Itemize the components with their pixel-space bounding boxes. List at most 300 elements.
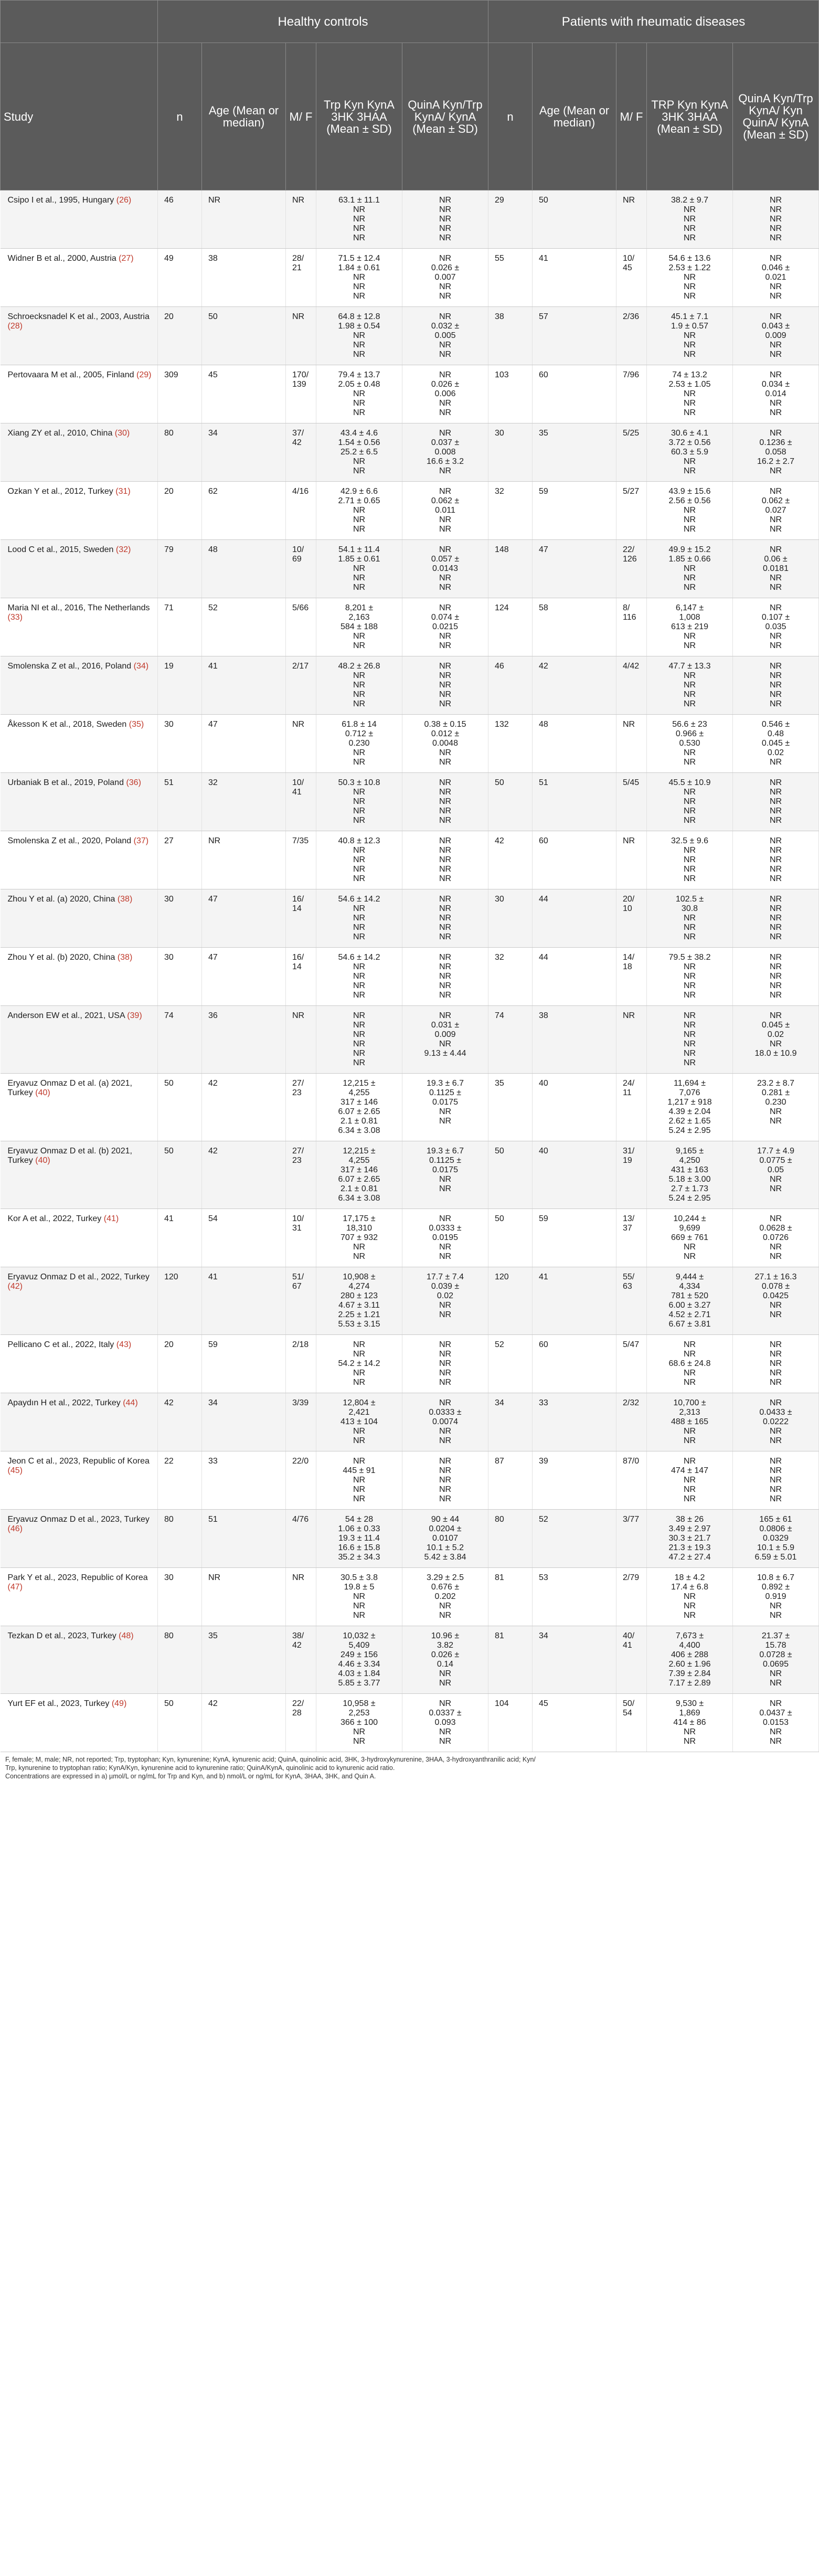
- patient-n: 50: [488, 1209, 533, 1267]
- healthy-mf: NR: [286, 1568, 316, 1626]
- patient-trp-values: 9,530 ± 1,869 414 ± 86 NR NR: [647, 1694, 733, 1752]
- reference-link[interactable]: (43): [116, 1340, 132, 1349]
- reference-link[interactable]: (39): [127, 1011, 142, 1020]
- reference-link[interactable]: (29): [136, 370, 152, 379]
- study-cell: [1, 1141, 158, 1209]
- patient-ratio-values: NR NR NR NR NR: [733, 773, 819, 831]
- healthy-age: 38: [202, 249, 286, 307]
- study-cell: [1, 889, 158, 948]
- healthy-age: 42: [202, 1694, 286, 1752]
- patient-n: 42: [488, 831, 533, 889]
- patient-mf: 5/47: [616, 1335, 647, 1393]
- table-row: [1, 656, 819, 715]
- patient-mf: 22/ 126: [616, 540, 647, 598]
- col-patient-trp: TRP Kyn KynA 3HK 3HAA (Mean ± SD): [647, 43, 733, 190]
- study-name: Widner B et al., 2000, Austria: [7, 254, 116, 263]
- healthy-n: 49: [158, 249, 202, 307]
- healthy-ratio-values: NR 0.032 ± 0.005 NR NR: [402, 307, 488, 365]
- patient-mf: 8/ 116: [616, 598, 647, 656]
- patient-ratio-values: NR 0.0437 ± 0.0153 NR NR: [733, 1694, 819, 1752]
- healthy-age: NR: [202, 1568, 286, 1626]
- table-footnote: [0, 1752, 766, 1780]
- study-cell: [1, 1568, 158, 1626]
- healthy-trp-values: 50.3 ± 10.8 NR NR NR NR: [316, 773, 402, 831]
- col-healthy-trp: Trp Kyn KynA 3HK 3HAA (Mean ± SD): [316, 43, 402, 190]
- study-name: Zhou Y et al. (b) 2020, China: [7, 953, 115, 962]
- table-row: [1, 773, 819, 831]
- table-row: [1, 715, 819, 773]
- patient-trp-values: 54.6 ± 13.6 2.53 ± 1.22 NR NR NR: [647, 249, 733, 307]
- col-patient-ratio: QuinA Kyn/Trp KynA/ Kyn QuinA/ KynA (Mean ± SD): [733, 43, 819, 190]
- patient-trp-values: 6,147 ± 1,008 613 ± 219 NR NR: [647, 598, 733, 656]
- healthy-ratio-values: NR NR NR NR NR: [402, 889, 488, 948]
- patient-age: 59: [533, 1209, 616, 1267]
- patient-age: 44: [533, 889, 616, 948]
- healthy-mf: 22/ 28: [286, 1694, 316, 1752]
- patient-ratio-values: NR 0.062 ± 0.027 NR NR: [733, 482, 819, 540]
- patient-mf: 5/25: [616, 423, 647, 482]
- study-cell: [1, 190, 158, 249]
- healthy-n: 27: [158, 831, 202, 889]
- reference-link[interactable]: (45): [7, 1466, 23, 1475]
- patient-age: 48: [533, 715, 616, 773]
- table-row: [1, 948, 819, 1006]
- reference-link[interactable]: (38): [117, 953, 133, 962]
- reference-link[interactable]: (41): [103, 1214, 119, 1223]
- healthy-n: 30: [158, 715, 202, 773]
- healthy-mf: 7/35: [286, 831, 316, 889]
- study-name: Tezkan D et al., 2023, Turkey: [7, 1631, 116, 1640]
- healthy-trp-values: 54.6 ± 14.2 NR NR NR NR: [316, 889, 402, 948]
- table-row: [1, 1393, 819, 1451]
- patient-trp-values: 74 ± 13.2 2.53 ± 1.05 NR NR NR: [647, 365, 733, 423]
- healthy-n: 41: [158, 1209, 202, 1267]
- study-cell: [1, 1074, 158, 1141]
- healthy-mf: 10/ 69: [286, 540, 316, 598]
- patient-mf: 10/ 45: [616, 249, 647, 307]
- patient-n: 104: [488, 1694, 533, 1752]
- patient-trp-values: 47.7 ± 13.3 NR NR NR NR: [647, 656, 733, 715]
- healthy-mf: 16/ 14: [286, 948, 316, 1006]
- table-row: [1, 1209, 819, 1267]
- patient-age: 41: [533, 249, 616, 307]
- patient-mf: 7/96: [616, 365, 647, 423]
- healthy-ratio-values: NR 0.037 ± 0.008 16.6 ± 3.2 NR: [402, 423, 488, 482]
- healthy-trp-values: 71.5 ± 12.4 1.84 ± 0.61 NR NR NR: [316, 249, 402, 307]
- healthy-mf: 28/ 21: [286, 249, 316, 307]
- table-row: [1, 307, 819, 365]
- reference-link[interactable]: (37): [133, 836, 149, 845]
- healthy-mf: 10/ 41: [286, 773, 316, 831]
- col-patient-mf: M/ F: [616, 43, 647, 190]
- healthy-n: 71: [158, 598, 202, 656]
- study-cell: [1, 948, 158, 1006]
- healthy-n: 42: [158, 1393, 202, 1451]
- patient-n: 81: [488, 1626, 533, 1694]
- patient-age: 44: [533, 948, 616, 1006]
- reference-link[interactable]: (26): [116, 196, 132, 205]
- healthy-age: 51: [202, 1510, 286, 1568]
- healthy-age: 62: [202, 482, 286, 540]
- healthy-mf: 2/17: [286, 656, 316, 715]
- reference-link[interactable]: (40): [35, 1088, 50, 1097]
- patient-trp-values: 43.9 ± 15.6 2.56 ± 0.56 NR NR NR: [647, 482, 733, 540]
- patient-age: 40: [533, 1141, 616, 1209]
- patient-n: 120: [488, 1267, 533, 1335]
- study-name: Anderson EW et al., 2021, USA: [7, 1011, 125, 1020]
- healthy-n: 50: [158, 1074, 202, 1141]
- patient-mf: 20/ 10: [616, 889, 647, 948]
- healthy-n: 80: [158, 1626, 202, 1694]
- healthy-age: 34: [202, 1393, 286, 1451]
- study-cell: [1, 831, 158, 889]
- patient-mf: NR: [616, 190, 647, 249]
- patient-age: 45: [533, 1694, 616, 1752]
- patient-trp-values: 9,444 ± 4,334 781 ± 520 6.00 ± 3.27 4.52 ± 2.71 6.67 ± 3.81: [647, 1267, 733, 1335]
- patient-age: 52: [533, 1510, 616, 1568]
- patient-ratio-values: NR NR NR NR NR: [733, 889, 819, 948]
- patient-n: 34: [488, 1393, 533, 1451]
- patient-trp-values: 38.2 ± 9.7 NR NR NR NR: [647, 190, 733, 249]
- patient-age: 59: [533, 482, 616, 540]
- patient-trp-values: NR NR NR NR NR NR: [647, 1006, 733, 1074]
- healthy-mf: 4/16: [286, 482, 316, 540]
- patient-trp-values: 38 ± 26 3.49 ± 2.97 30.3 ± 21.7 21.3 ± 19.3 47.2 ± 27.4: [647, 1510, 733, 1568]
- healthy-ratio-values: NR NR NR NR NR: [402, 656, 488, 715]
- study-name: Pellicano C et al., 2022, Italy: [7, 1340, 114, 1349]
- healthy-ratio-values: NR NR NR NR NR: [402, 1335, 488, 1393]
- patient-ratio-values: NR 0.043 ± 0.009 NR NR: [733, 307, 819, 365]
- patient-n: 132: [488, 715, 533, 773]
- patient-mf: 2/32: [616, 1393, 647, 1451]
- patient-n: 87: [488, 1451, 533, 1510]
- reference-link[interactable]: (32): [115, 545, 131, 554]
- healthy-mf: 38/ 42: [286, 1626, 316, 1694]
- reference-link[interactable]: (35): [129, 720, 144, 729]
- healthy-trp-values: 12,804 ± 2,421 413 ± 104 NR NR: [316, 1393, 402, 1451]
- healthy-mf: 3/39: [286, 1393, 316, 1451]
- patient-n: 35: [488, 1074, 533, 1141]
- healthy-mf: 10/ 31: [286, 1209, 316, 1267]
- healthy-trp-values: 42.9 ± 6.6 2.71 ± 0.65 NR NR NR: [316, 482, 402, 540]
- patient-n: 50: [488, 773, 533, 831]
- study-name: Ozkan Y et al., 2012, Turkey: [7, 487, 113, 496]
- patient-age: 35: [533, 423, 616, 482]
- healthy-trp-values: NR NR 54.2 ± 14.2 NR NR: [316, 1335, 402, 1393]
- healthy-trp-values: NR NR NR NR NR NR: [316, 1006, 402, 1074]
- patient-trp-values: NR NR 68.6 ± 24.8 NR NR: [647, 1335, 733, 1393]
- table-row: [1, 540, 819, 598]
- healthy-trp-values: 54.6 ± 14.2 NR NR NR NR: [316, 948, 402, 1006]
- patient-n: 55: [488, 249, 533, 307]
- patient-age: 50: [533, 190, 616, 249]
- healthy-trp-values: 10,908 ± 4,274 280 ± 123 4.67 ± 3.11 2.25 ± 1.21 5.53 ± 3.15: [316, 1267, 402, 1335]
- study-cell: [1, 423, 158, 482]
- patient-ratio-values: NR NR NR NR NR: [733, 656, 819, 715]
- patient-age: 60: [533, 831, 616, 889]
- patient-mf: NR: [616, 831, 647, 889]
- study-name: Maria NI et al., 2016, The Netherlands: [7, 603, 150, 612]
- patient-n: 124: [488, 598, 533, 656]
- reference-link[interactable]: (33): [7, 613, 23, 622]
- patient-mf: 3/77: [616, 1510, 647, 1568]
- healthy-ratio-values: NR NR NR NR NR: [402, 831, 488, 889]
- healthy-n: 22: [158, 1451, 202, 1510]
- patient-ratio-values: NR NR NR NR NR: [733, 1451, 819, 1510]
- study-cell: [1, 1626, 158, 1694]
- healthy-n: 30: [158, 889, 202, 948]
- healthy-age: NR: [202, 831, 286, 889]
- patient-age: 60: [533, 1335, 616, 1393]
- study-name: Yurt EF et al., 2023, Turkey: [7, 1699, 110, 1708]
- patient-ratio-values: NR 0.034 ± 0.014 NR NR: [733, 365, 819, 423]
- healthy-n: 50: [158, 1694, 202, 1752]
- study-cell: [1, 1006, 158, 1074]
- healthy-age: 47: [202, 948, 286, 1006]
- patient-ratio-values: 23.2 ± 8.7 0.281 ± 0.230 NR NR: [733, 1074, 819, 1141]
- table-row: [1, 1510, 819, 1568]
- healthy-trp-values: 8,201 ± 2,163 584 ± 188 NR NR: [316, 598, 402, 656]
- patient-mf: 87/0: [616, 1451, 647, 1510]
- healthy-ratio-values: NR 0.057 ± 0.0143 NR NR: [402, 540, 488, 598]
- reference-link[interactable]: (40): [35, 1156, 50, 1165]
- healthy-age: 34: [202, 423, 286, 482]
- healthy-age: 35: [202, 1626, 286, 1694]
- table-row: [1, 249, 819, 307]
- patient-trp-values: NR 474 ± 147 NR NR NR: [647, 1451, 733, 1510]
- healthy-trp-values: 10,958 ± 2,253 366 ± 100 NR NR: [316, 1694, 402, 1752]
- patient-trp-values: 32.5 ± 9.6 NR NR NR NR: [647, 831, 733, 889]
- patient-mf: 5/45: [616, 773, 647, 831]
- healthy-age: 36: [202, 1006, 286, 1074]
- healthy-ratio-values: NR NR NR NR NR: [402, 948, 488, 1006]
- patient-n: 30: [488, 889, 533, 948]
- healthy-mf: 37/ 42: [286, 423, 316, 482]
- patient-n: 80: [488, 1510, 533, 1568]
- healthy-trp-values: 17,175 ± 18,310 707 ± 932 NR NR: [316, 1209, 402, 1267]
- table-row: [1, 190, 819, 249]
- patient-ratio-values: NR 0.0628 ± 0.0726 NR NR: [733, 1209, 819, 1267]
- patient-ratio-values: NR 0.0433 ± 0.0222 NR NR: [733, 1393, 819, 1451]
- healthy-trp-values: 40.8 ± 12.3 NR NR NR NR: [316, 831, 402, 889]
- healthy-trp-values: 10,032 ± 5,409 249 ± 156 4.46 ± 3.34 4.03 ± 1.84 5.85 ± 3.77: [316, 1626, 402, 1694]
- patient-trp-values: 10,244 ± 9,699 669 ± 761 NR NR: [647, 1209, 733, 1267]
- patient-ratio-values: 17.7 ± 4.9 0.0775 ± 0.05 NR NR: [733, 1141, 819, 1209]
- patient-mf: 50/ 54: [616, 1694, 647, 1752]
- healthy-ratio-values: 19.3 ± 6.7 0.1125 ± 0.0175 NR NR: [402, 1141, 488, 1209]
- patient-age: 33: [533, 1393, 616, 1451]
- group-healthy-controls: Healthy controls: [158, 1, 488, 43]
- study-name: Åkesson K et al., 2018, Sweden: [7, 720, 127, 729]
- table-row: [1, 1006, 819, 1074]
- healthy-n: 79: [158, 540, 202, 598]
- study-name: Zhou Y et al. (a) 2020, China: [7, 895, 115, 904]
- study-name: Csipo I et al., 1995, Hungary: [7, 196, 114, 205]
- patient-n: 148: [488, 540, 533, 598]
- col-healthy-n: n: [158, 43, 202, 190]
- col-patient-age: Age (Mean or median): [533, 43, 616, 190]
- patient-ratio-values: NR 0.045 ± 0.02 NR 18.0 ± 10.9: [733, 1006, 819, 1074]
- healthy-trp-values: NR 445 ± 91 NR NR NR: [316, 1451, 402, 1510]
- healthy-mf: 4/76: [286, 1510, 316, 1568]
- patient-ratio-values: 10.8 ± 6.7 0.892 ± 0.919 NR NR: [733, 1568, 819, 1626]
- healthy-age: 50: [202, 307, 286, 365]
- reference-link[interactable]: (49): [111, 1699, 127, 1708]
- study-cell: [1, 249, 158, 307]
- healthy-trp-values: 12,215 ± 4,255 317 ± 146 6.07 ± 2.65 2.1 ± 0.81 6.34 ± 3.08: [316, 1141, 402, 1209]
- group-patients: Patients with rheumatic diseases: [488, 1, 819, 43]
- healthy-age: 42: [202, 1141, 286, 1209]
- healthy-age: 47: [202, 889, 286, 948]
- patient-mf: NR: [616, 1006, 647, 1074]
- patient-mf: 4/42: [616, 656, 647, 715]
- patient-mf: 2/79: [616, 1568, 647, 1626]
- patient-trp-values: 56.6 ± 23 0.966 ± 0.530 NR NR: [647, 715, 733, 773]
- healthy-trp-values: 12,215 ± 4,255 317 ± 146 6.07 ± 2.65 2.1 ± 0.81 6.34 ± 3.08: [316, 1074, 402, 1141]
- study-cell: [1, 482, 158, 540]
- patient-age: 40: [533, 1074, 616, 1141]
- study-name: Eryavuz Onmaz D et al., 2022, Turkey: [7, 1273, 150, 1281]
- reference-link[interactable]: (44): [123, 1398, 138, 1407]
- healthy-trp-values: 54 ± 28 1.06 ± 0.33 19.3 ± 11.4 16.6 ± 15.8 35.2 ± 34.3: [316, 1510, 402, 1568]
- healthy-age: 33: [202, 1451, 286, 1510]
- patient-trp-values: 45.5 ± 10.9 NR NR NR NR: [647, 773, 733, 831]
- healthy-mf: 2/18: [286, 1335, 316, 1393]
- patient-trp-values: 11,694 ± 7,076 1,217 ± 918 4.39 ± 2.04 2.62 ± 1.65 5.24 ± 2.95: [647, 1074, 733, 1141]
- study-name: Eryavuz Onmaz D et al. (b) 2021, Turkey: [7, 1147, 132, 1165]
- healthy-trp-values: 54.1 ± 11.4 1.85 ± 0.61 NR NR NR: [316, 540, 402, 598]
- study-cell: [1, 715, 158, 773]
- healthy-ratio-values: NR NR NR NR NR: [402, 773, 488, 831]
- healthy-age: 52: [202, 598, 286, 656]
- healthy-mf: NR: [286, 715, 316, 773]
- patient-trp-values: 9,165 ± 4,250 431 ± 163 5.18 ± 3.00 2.7 ± 1.73 5.24 ± 2.95: [647, 1141, 733, 1209]
- healthy-trp-values: 30.5 ± 3.8 19.8 ± 5 NR NR NR: [316, 1568, 402, 1626]
- healthy-mf: 170/ 139: [286, 365, 316, 423]
- patient-trp-values: 10,700 ± 2,313 488 ± 165 NR NR: [647, 1393, 733, 1451]
- table-row: [1, 1141, 819, 1209]
- study-name: Jeon C et al., 2023, Republic of Korea: [7, 1457, 150, 1466]
- patient-ratio-values: 27.1 ± 16.3 0.078 ± 0.0425 NR NR: [733, 1267, 819, 1335]
- healthy-n: 80: [158, 1510, 202, 1568]
- patient-ratio-values: NR 0.107 ± 0.035 NR NR: [733, 598, 819, 656]
- table-row: [1, 423, 819, 482]
- reference-link[interactable]: (46): [7, 1524, 23, 1533]
- healthy-ratio-values: NR 0.026 ± 0.006 NR NR: [402, 365, 488, 423]
- study-name: Eryavuz Onmaz D et al., 2023, Turkey: [7, 1515, 150, 1524]
- healthy-age: 41: [202, 1267, 286, 1335]
- table-body: [1, 190, 819, 1752]
- study-cell: [1, 307, 158, 365]
- patient-age: 42: [533, 656, 616, 715]
- table-row: [1, 1694, 819, 1752]
- healthy-age: 48: [202, 540, 286, 598]
- table-row: [1, 1335, 819, 1393]
- study-name: Eryavuz Onmaz D et al. (a) 2021, Turkey: [7, 1079, 132, 1097]
- healthy-trp-values: 63.1 ± 11.1 NR NR NR NR: [316, 190, 402, 249]
- healthy-trp-values: 79.4 ± 13.7 2.05 ± 0.48 NR NR NR: [316, 365, 402, 423]
- col-healthy-age: Age (Mean or median): [202, 43, 286, 190]
- study-cell: [1, 540, 158, 598]
- reference-link[interactable]: (30): [114, 429, 130, 438]
- healthy-ratio-values: NR 0.0337 ± 0.093 NR NR: [402, 1694, 488, 1752]
- healthy-mf: NR: [286, 307, 316, 365]
- table-row: [1, 1568, 819, 1626]
- footnote-line: Concentrations are expressed in a) µmol/L or ng/mL for Trp and Kyn, and b) nmol/L or ng/mL for KynA, 3HAA, 3HK, and Quin A.: [5, 1773, 376, 1780]
- healthy-mf: NR: [286, 190, 316, 249]
- healthy-n: 51: [158, 773, 202, 831]
- study-cell: [1, 656, 158, 715]
- reference-link[interactable]: (48): [119, 1631, 134, 1640]
- patient-age: 58: [533, 598, 616, 656]
- healthy-age: 54: [202, 1209, 286, 1267]
- patient-age: 41: [533, 1267, 616, 1335]
- healthy-mf: 16/ 14: [286, 889, 316, 948]
- study-name: Park Y et al., 2023, Republic of Korea: [7, 1573, 148, 1582]
- healthy-n: 74: [158, 1006, 202, 1074]
- table-row: [1, 365, 819, 423]
- healthy-ratio-values: NR 0.0333 ± 0.0074 NR NR: [402, 1393, 488, 1451]
- healthy-trp-values: 61.8 ± 14 0.712 ± 0.230 NR NR: [316, 715, 402, 773]
- reference-link[interactable]: (36): [126, 778, 141, 787]
- healthy-trp-values: 64.8 ± 12.8 1.98 ± 0.54 NR NR NR: [316, 307, 402, 365]
- patient-ratio-values: NR 0.1236 ± 0.058 16.2 ± 2.7 NR: [733, 423, 819, 482]
- reference-link[interactable]: (38): [117, 895, 133, 904]
- study-name: Xiang ZY et al., 2010, China: [7, 429, 113, 438]
- table-row: [1, 831, 819, 889]
- patient-trp-values: 30.6 ± 4.1 3.72 ± 0.56 60.3 ± 5.9 NR NR: [647, 423, 733, 482]
- study-cell: [1, 1267, 158, 1335]
- patient-trp-values: 79.5 ± 38.2 NR NR NR NR: [647, 948, 733, 1006]
- study-cell: [1, 1510, 158, 1568]
- patient-age: 53: [533, 1568, 616, 1626]
- patient-mf: 24/ 11: [616, 1074, 647, 1141]
- patient-mf: 40/ 41: [616, 1626, 647, 1694]
- table-row: [1, 889, 819, 948]
- study-cell: [1, 1694, 158, 1752]
- healthy-trp-values: 43.4 ± 4.6 1.54 ± 0.56 25.2 ± 6.5 NR NR: [316, 423, 402, 482]
- patient-age: 60: [533, 365, 616, 423]
- table-row: [1, 598, 819, 656]
- reference-link[interactable]: (31): [115, 487, 131, 496]
- patient-ratio-values: 21.37 ± 15.78 0.0728 ± 0.0695 NR NR: [733, 1626, 819, 1694]
- healthy-ratio-values: NR 0.026 ± 0.007 NR NR: [402, 249, 488, 307]
- patient-trp-values: 18 ± 4.2 17.4 ± 6.8 NR NR NR: [647, 1568, 733, 1626]
- study-cell: [1, 1335, 158, 1393]
- patient-age: 51: [533, 773, 616, 831]
- healthy-n: 120: [158, 1267, 202, 1335]
- reference-link[interactable]: (42): [7, 1282, 23, 1291]
- healthy-mf: 5/66: [286, 598, 316, 656]
- patient-n: 30: [488, 423, 533, 482]
- healthy-age: 47: [202, 715, 286, 773]
- healthy-n: 19: [158, 656, 202, 715]
- study-name: Smolenska Z et al., 2016, Poland: [7, 662, 132, 671]
- patient-trp-values: 45.1 ± 7.1 1.9 ± 0.57 NR NR NR: [647, 307, 733, 365]
- healthy-ratio-values: 10.96 ± 3.82 0.026 ± 0.14 NR NR: [402, 1626, 488, 1694]
- reference-link[interactable]: (28): [7, 322, 23, 331]
- study-name: Apaydın H et al., 2022, Turkey: [7, 1398, 121, 1407]
- table-header: [1, 1, 819, 190]
- reference-link[interactable]: (47): [7, 1583, 23, 1592]
- reference-link[interactable]: (27): [119, 254, 134, 263]
- reference-link[interactable]: (34): [133, 662, 149, 671]
- study-cell: [1, 1451, 158, 1510]
- healthy-ratio-values: 17.7 ± 7.4 0.039 ± 0.02 NR NR: [402, 1267, 488, 1335]
- healthy-ratio-values: NR 0.031 ± 0.009 NR 9.13 ± 4.44: [402, 1006, 488, 1074]
- patient-n: 50: [488, 1141, 533, 1209]
- study-cell: [1, 773, 158, 831]
